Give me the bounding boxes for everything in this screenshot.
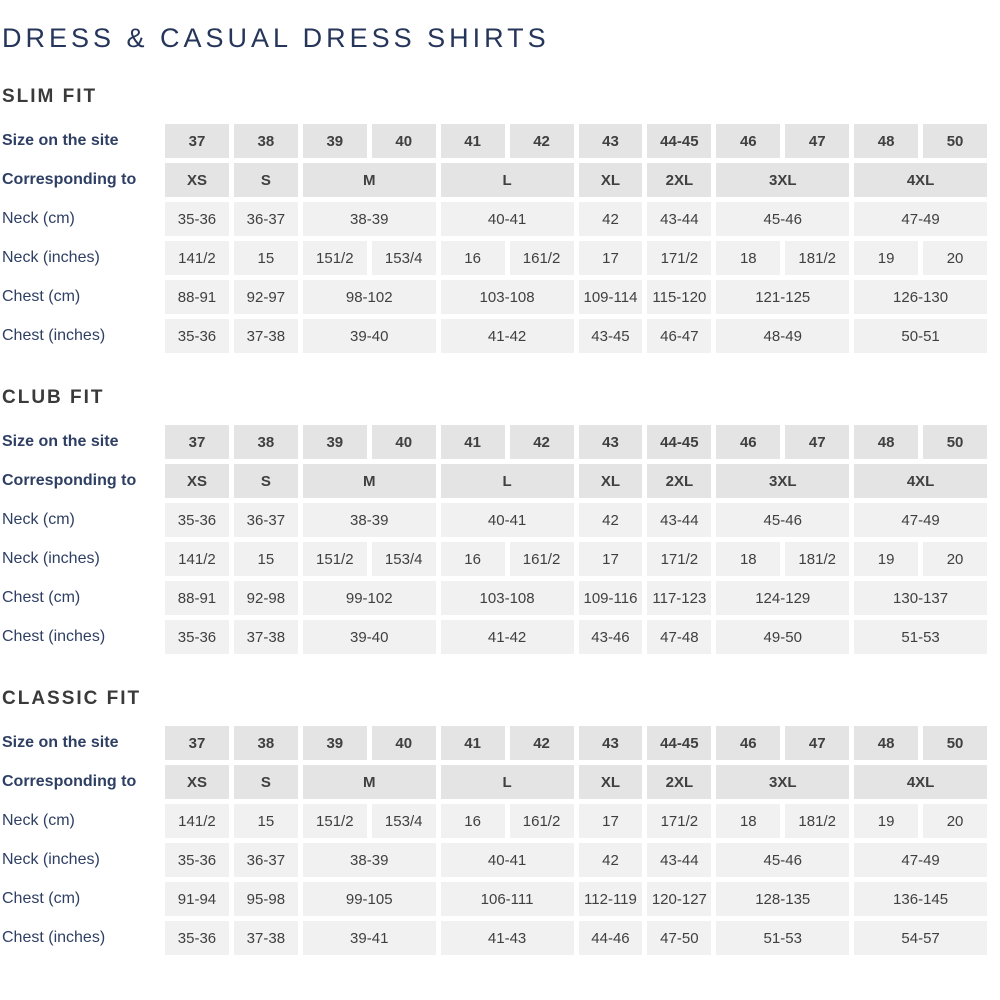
table-cell: 46 bbox=[716, 726, 780, 760]
table-cell: 45-46 bbox=[716, 202, 849, 236]
table-cell: 43-44 bbox=[647, 503, 711, 537]
table-cell: 36-37 bbox=[234, 202, 298, 236]
row-label: Neck (cm) bbox=[2, 210, 75, 228]
table-cell: 42 bbox=[510, 124, 574, 158]
table-cell: 98-102 bbox=[303, 280, 436, 314]
table-cell: 45-46 bbox=[716, 503, 849, 537]
table-cell: 43-46 bbox=[579, 620, 643, 654]
table-cell: 39 bbox=[303, 124, 367, 158]
table-cell: 43 bbox=[579, 425, 643, 459]
table-cell: 18 bbox=[716, 804, 780, 838]
table-cell: 171/2 bbox=[647, 241, 711, 275]
table-cell: 43 bbox=[579, 726, 643, 760]
table-cell: M bbox=[303, 765, 436, 799]
table-cell: 88-91 bbox=[165, 581, 229, 615]
row-label: Chest (inches) bbox=[2, 929, 106, 947]
table-cell: 35-36 bbox=[165, 620, 229, 654]
section-heading-classic-fit: CLASSIC FIT bbox=[2, 688, 142, 710]
table-cell: XS bbox=[165, 163, 229, 197]
table-cell: 51-53 bbox=[854, 620, 987, 654]
row-label: Size on the site bbox=[2, 132, 119, 150]
table-cell: 37-38 bbox=[234, 921, 298, 955]
row-label: Chest (cm) bbox=[2, 589, 81, 607]
table-cell: 40-41 bbox=[441, 843, 574, 877]
size-table bbox=[2, 124, 987, 353]
table-cell: 4XL bbox=[854, 765, 987, 799]
table-cell: 171/2 bbox=[647, 804, 711, 838]
row-label: Neck (inches) bbox=[2, 851, 100, 869]
table-cell: 17 bbox=[579, 804, 643, 838]
table-cell: 16 bbox=[441, 804, 505, 838]
table-cell: 2XL bbox=[647, 464, 711, 498]
row-label: Neck (cm) bbox=[2, 812, 75, 830]
table-cell: 99-102 bbox=[303, 581, 436, 615]
table-cell: 17 bbox=[579, 542, 643, 576]
table-cell: 103-108 bbox=[441, 280, 574, 314]
table-cell: 41 bbox=[441, 124, 505, 158]
table-cell: 15 bbox=[234, 542, 298, 576]
table-cell: 88-91 bbox=[165, 280, 229, 314]
table-cell: M bbox=[303, 163, 436, 197]
table-cell: 38 bbox=[234, 726, 298, 760]
table-cell: 47-49 bbox=[854, 202, 987, 236]
row-label: Size on the site bbox=[2, 433, 119, 451]
table-cell: XL bbox=[579, 163, 643, 197]
table-cell: 181/2 bbox=[785, 542, 849, 576]
table-cell: 3XL bbox=[716, 464, 849, 498]
table-cell: 41 bbox=[441, 425, 505, 459]
table-cell: 38-39 bbox=[303, 503, 436, 537]
row-label: Neck (inches) bbox=[2, 550, 100, 568]
table-cell: 40-41 bbox=[441, 202, 574, 236]
table-cell: 103-108 bbox=[441, 581, 574, 615]
table-cell: 16 bbox=[441, 542, 505, 576]
table-cell: 3XL bbox=[716, 765, 849, 799]
table-cell: 42 bbox=[579, 202, 643, 236]
table-cell: 2XL bbox=[647, 765, 711, 799]
table-cell: 95-98 bbox=[234, 882, 298, 916]
table-cell: 36-37 bbox=[234, 503, 298, 537]
table-cell: 161/2 bbox=[510, 241, 574, 275]
table-cell: 37 bbox=[165, 425, 229, 459]
table-cell: 112-119 bbox=[579, 882, 643, 916]
table-cell: 48 bbox=[854, 425, 918, 459]
table-cell: 44-45 bbox=[647, 124, 711, 158]
table-cell: 128-135 bbox=[716, 882, 849, 916]
table-cell: 2XL bbox=[647, 163, 711, 197]
row-label: Chest (inches) bbox=[2, 628, 106, 646]
table-cell: 39-40 bbox=[303, 319, 436, 353]
table-cell: 19 bbox=[854, 804, 918, 838]
row-label: Chest (inches) bbox=[2, 327, 106, 345]
table-cell: 91-94 bbox=[165, 882, 229, 916]
table-cell: 42 bbox=[579, 843, 643, 877]
table-cell: 54-57 bbox=[854, 921, 987, 955]
table-cell: 15 bbox=[234, 241, 298, 275]
table-cell: 106-111 bbox=[441, 882, 574, 916]
table-cell: 19 bbox=[854, 241, 918, 275]
page-title: DRESS & CASUAL DRESS SHIRTS bbox=[2, 23, 550, 53]
table-cell: 50 bbox=[923, 425, 987, 459]
table-cell: XS bbox=[165, 464, 229, 498]
table-cell: 141/2 bbox=[165, 542, 229, 576]
table-cell: 130-137 bbox=[854, 581, 987, 615]
table-cell: 40 bbox=[372, 726, 436, 760]
table-cell: 115-120 bbox=[647, 280, 711, 314]
table-cell: 40 bbox=[372, 124, 436, 158]
table-cell: 126-130 bbox=[854, 280, 987, 314]
table-cell: 18 bbox=[716, 542, 780, 576]
table-cell: 37-38 bbox=[234, 620, 298, 654]
table-cell: 40-41 bbox=[441, 503, 574, 537]
table-cell: 42 bbox=[579, 503, 643, 537]
table-cell: L bbox=[441, 464, 574, 498]
table-cell: 48 bbox=[854, 726, 918, 760]
table-cell: 36-37 bbox=[234, 843, 298, 877]
row-label: Corresponding to bbox=[2, 171, 137, 189]
table-cell: 37-38 bbox=[234, 319, 298, 353]
table-cell: 109-114 bbox=[579, 280, 643, 314]
table-cell: 4XL bbox=[854, 464, 987, 498]
row-label: Corresponding to bbox=[2, 773, 137, 791]
size-table bbox=[2, 425, 987, 654]
table-cell: 41-42 bbox=[441, 319, 574, 353]
table-cell: 37 bbox=[165, 726, 229, 760]
table-cell: 17 bbox=[579, 241, 643, 275]
table-cell: 51-53 bbox=[716, 921, 849, 955]
table-cell: XL bbox=[579, 464, 643, 498]
table-cell: 117-123 bbox=[647, 581, 711, 615]
table-cell: 44-45 bbox=[647, 726, 711, 760]
table-cell: 48-49 bbox=[716, 319, 849, 353]
table-cell: 181/2 bbox=[785, 804, 849, 838]
table-cell: 35-36 bbox=[165, 843, 229, 877]
table-cell: XL bbox=[579, 765, 643, 799]
table-cell: 92-98 bbox=[234, 581, 298, 615]
table-cell: M bbox=[303, 464, 436, 498]
table-cell: 47-49 bbox=[854, 503, 987, 537]
table-cell: 41-43 bbox=[441, 921, 574, 955]
table-cell: 181/2 bbox=[785, 241, 849, 275]
table-cell: 47-49 bbox=[854, 843, 987, 877]
table-cell: 20 bbox=[923, 542, 987, 576]
table-cell: 39-41 bbox=[303, 921, 436, 955]
table-cell: 19 bbox=[854, 542, 918, 576]
table-cell: S bbox=[234, 464, 298, 498]
table-cell: S bbox=[234, 163, 298, 197]
table-cell: 141/2 bbox=[165, 241, 229, 275]
row-label: Chest (cm) bbox=[2, 288, 81, 306]
table-cell: 3XL bbox=[716, 163, 849, 197]
table-cell: XS bbox=[165, 765, 229, 799]
row-label: Corresponding to bbox=[2, 472, 137, 490]
table-cell: 151/2 bbox=[303, 241, 367, 275]
table-cell: L bbox=[441, 765, 574, 799]
table-cell: S bbox=[234, 765, 298, 799]
table-cell: 121-125 bbox=[716, 280, 849, 314]
table-cell: 141/2 bbox=[165, 804, 229, 838]
table-cell: 35-36 bbox=[165, 319, 229, 353]
table-cell: 47-48 bbox=[647, 620, 711, 654]
table-cell: 45-46 bbox=[716, 843, 849, 877]
table-cell: 99-105 bbox=[303, 882, 436, 916]
table-cell: 50 bbox=[923, 726, 987, 760]
row-label: Neck (cm) bbox=[2, 511, 75, 529]
table-cell: 43-45 bbox=[579, 319, 643, 353]
table-cell: 50 bbox=[923, 124, 987, 158]
table-cell: 46 bbox=[716, 124, 780, 158]
table-cell: 43 bbox=[579, 124, 643, 158]
size-table bbox=[2, 726, 987, 955]
table-cell: 171/2 bbox=[647, 542, 711, 576]
table-cell: 4XL bbox=[854, 163, 987, 197]
table-cell: 35-36 bbox=[165, 503, 229, 537]
table-cell: 92-97 bbox=[234, 280, 298, 314]
table-cell: 46-47 bbox=[647, 319, 711, 353]
table-cell: 39-40 bbox=[303, 620, 436, 654]
table-cell: 41 bbox=[441, 726, 505, 760]
row-label: Neck (inches) bbox=[2, 249, 100, 267]
table-cell: 39 bbox=[303, 425, 367, 459]
table-cell: 16 bbox=[441, 241, 505, 275]
table-cell: 48 bbox=[854, 124, 918, 158]
table-cell: 124-129 bbox=[716, 581, 849, 615]
table-cell: 42 bbox=[510, 726, 574, 760]
table-cell: 49-50 bbox=[716, 620, 849, 654]
table-cell: 120-127 bbox=[647, 882, 711, 916]
table-cell: 38-39 bbox=[303, 202, 436, 236]
table-cell: 151/2 bbox=[303, 542, 367, 576]
table-cell: 161/2 bbox=[510, 542, 574, 576]
table-cell: 39 bbox=[303, 726, 367, 760]
size-tables-container bbox=[2, 87, 992, 955]
table-cell: 35-36 bbox=[165, 202, 229, 236]
table-cell: 47 bbox=[785, 425, 849, 459]
table-cell: 47 bbox=[785, 726, 849, 760]
table-cell: 44-46 bbox=[579, 921, 643, 955]
table-cell: 46 bbox=[716, 425, 780, 459]
table-cell: L bbox=[441, 163, 574, 197]
table-cell: 151/2 bbox=[303, 804, 367, 838]
table-cell: 18 bbox=[716, 241, 780, 275]
table-cell: 15 bbox=[234, 804, 298, 838]
section-heading-slim-fit: SLIM FIT bbox=[2, 86, 98, 108]
table-cell: 50-51 bbox=[854, 319, 987, 353]
size-guide-page bbox=[2, 24, 992, 955]
table-cell: 153/4 bbox=[372, 542, 436, 576]
table-cell: 43-44 bbox=[647, 843, 711, 877]
section-heading-club-fit: CLUB FIT bbox=[2, 387, 105, 409]
table-cell: 109-116 bbox=[579, 581, 643, 615]
table-cell: 38 bbox=[234, 124, 298, 158]
row-label: Chest (cm) bbox=[2, 890, 81, 908]
table-cell: 47 bbox=[785, 124, 849, 158]
row-label: Size on the site bbox=[2, 734, 119, 752]
table-cell: 38-39 bbox=[303, 843, 436, 877]
table-cell: 44-45 bbox=[647, 425, 711, 459]
table-cell: 40 bbox=[372, 425, 436, 459]
table-cell: 153/4 bbox=[372, 241, 436, 275]
table-cell: 20 bbox=[923, 804, 987, 838]
table-cell: 35-36 bbox=[165, 921, 229, 955]
table-cell: 136-145 bbox=[854, 882, 987, 916]
table-cell: 153/4 bbox=[372, 804, 436, 838]
table-cell: 42 bbox=[510, 425, 574, 459]
table-cell: 37 bbox=[165, 124, 229, 158]
table-cell: 38 bbox=[234, 425, 298, 459]
table-cell: 41-42 bbox=[441, 620, 574, 654]
table-cell: 43-44 bbox=[647, 202, 711, 236]
table-cell: 20 bbox=[923, 241, 987, 275]
table-cell: 47-50 bbox=[647, 921, 711, 955]
table-cell: 161/2 bbox=[510, 804, 574, 838]
